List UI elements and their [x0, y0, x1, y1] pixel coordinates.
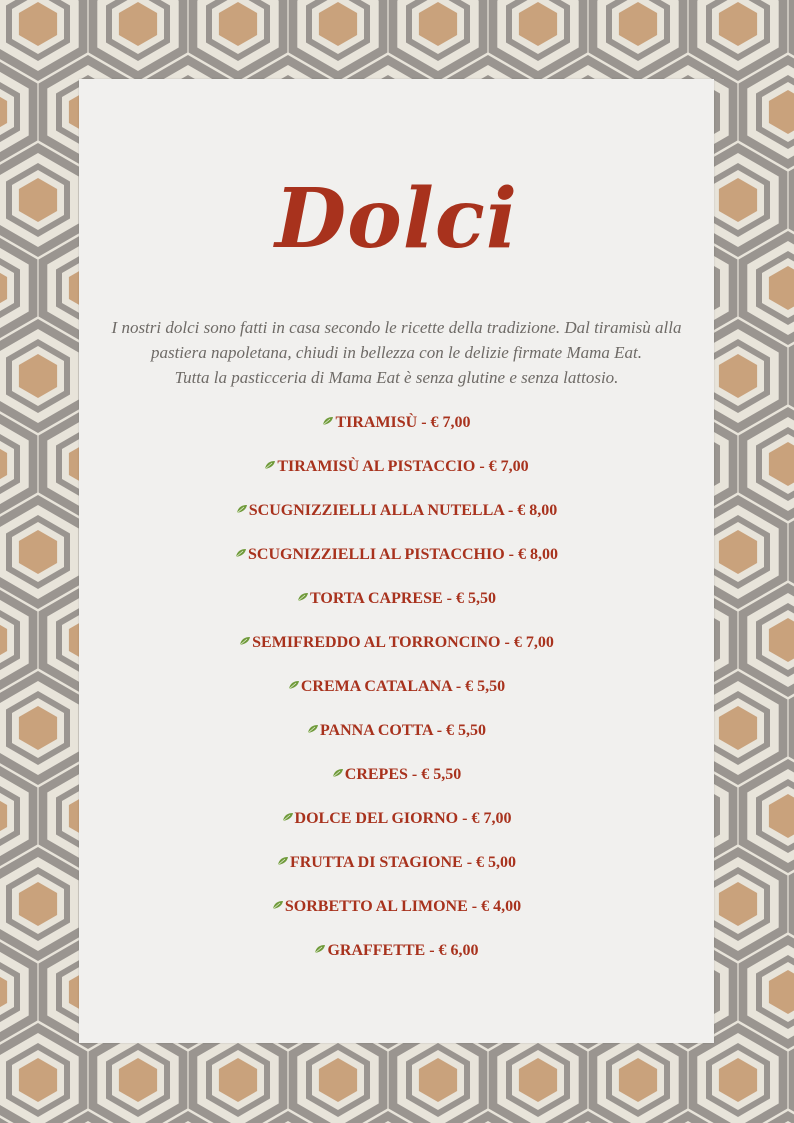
- item-label: SORBETTO AL LIMONE - € 4,00: [284, 898, 522, 915]
- page-title: Dolci: [274, 171, 519, 267]
- item-label: SEMIFREDDO AL TORRONCINO - € 7,00: [252, 634, 554, 651]
- item-label: SCUGNIZZIELLI AL PISTACCHIO - € 8,00: [248, 546, 558, 563]
- leaf-icon: [288, 680, 300, 690]
- item-label: CREMA CATALANA - € 5,50: [300, 678, 506, 695]
- list-item: [79, 764, 714, 808]
- list-item: [79, 720, 714, 764]
- list-item: [79, 896, 714, 940]
- intro-line: Tutta la pasticceria di Mama Eat è senza glutine e senza lattosio.: [174, 368, 619, 387]
- leaf-icon: [322, 416, 334, 426]
- list-item: [79, 500, 714, 544]
- list-item: [79, 852, 714, 896]
- item-label: SCUGNIZZIELLI ALLA NUTELLA - € 8,00: [248, 502, 558, 519]
- intro-line: I nostri dolci sono fatti in casa secondo le ricette della tradizione. Dal tiramisù alla: [111, 318, 682, 337]
- list-item: [79, 632, 714, 676]
- list-item: [79, 676, 714, 720]
- intro-line: pastiera napoletana, chiudi in bellezza con le delizie firmate Mama Eat.: [150, 343, 643, 362]
- intro-text: [79, 315, 714, 390]
- list-item: [79, 456, 714, 500]
- item-label: CREPES - € 5,50: [344, 766, 462, 783]
- leaf-icon: [307, 724, 319, 734]
- leaf-icon: [235, 548, 247, 558]
- item-label: TIRAMISÙ - € 7,00: [335, 414, 471, 431]
- list-item: [79, 544, 714, 588]
- leaf-icon: [239, 636, 251, 646]
- item-label: TIRAMISÙ AL PISTACCIO - € 7,00: [277, 458, 529, 475]
- list-item: [79, 588, 714, 632]
- menu-card: [79, 79, 714, 1043]
- leaf-icon: [236, 504, 248, 514]
- leaf-icon: [297, 592, 309, 602]
- list-item: [79, 808, 714, 852]
- leaf-icon: [332, 768, 344, 778]
- leaf-icon: [282, 812, 294, 822]
- list-item: [79, 412, 714, 456]
- item-label: TORTA CAPRESE - € 5,50: [310, 590, 496, 607]
- leaf-icon: [272, 900, 284, 910]
- list-item: [79, 940, 714, 984]
- leaf-icon: [277, 856, 289, 866]
- item-label: PANNA COTTA - € 5,50: [319, 722, 487, 739]
- leaf-icon: [314, 944, 326, 954]
- item-label: FRUTTA DI STAGIONE - € 5,00: [289, 854, 517, 871]
- item-label: DOLCE DEL GIORNO - € 7,00: [294, 810, 512, 827]
- item-label: GRAFFETTE - € 6,00: [327, 942, 479, 959]
- dessert-list: [79, 412, 714, 984]
- leaf-icon: [264, 460, 276, 470]
